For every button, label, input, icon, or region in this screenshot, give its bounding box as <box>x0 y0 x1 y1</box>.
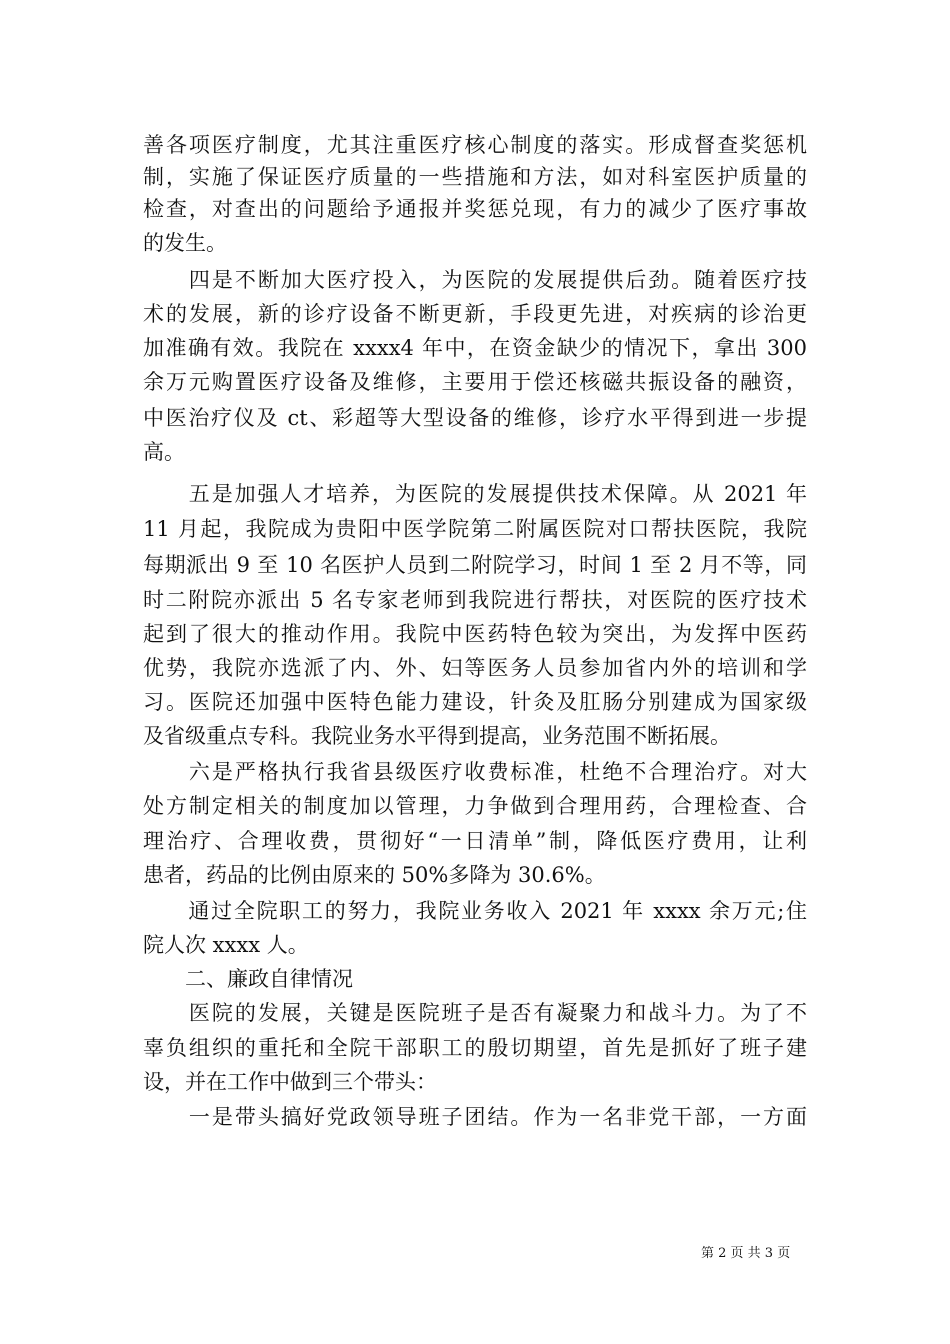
text-line: 通过全院职工的努力，我院业务收入 2021 年 xxxx 余万元;住 <box>143 899 807 923</box>
text-line: 辜负组织的重托和全院干部职工的殷切期望，首先是抓好了班子建 <box>143 1036 807 1060</box>
text-line: 医院的发展，关键是医院班子是否有凝聚力和战斗力。为了不 <box>143 1001 807 1025</box>
text-line: 的发生。 <box>143 231 227 255</box>
text-line: 设，并在工作中做到三个带头： <box>143 1070 437 1094</box>
text-line: 中医治疗仪及 ct、彩超等大型设备的维修，诊疗水平得到进一步提 <box>143 406 807 430</box>
text-line: 一是带头搞好党政领导班子团结。作为一名非党干部，一方面 <box>143 1105 807 1129</box>
text-line: 患者，药品的比例由原来的 50%多降为 30.6%。 <box>143 863 606 887</box>
text-line: 院人次 xxxx 人。 <box>143 933 309 957</box>
text-line: 善各项医疗制度，尤其注重医疗核心制度的落实。形成督查奖惩机 <box>143 133 807 157</box>
text-line: 起到了很大的推动作用。我院中医药特色较为突出，为发挥中医药 <box>143 622 807 646</box>
text-line: 加准确有效。我院在 xxxx4 年中，在资金缺少的情况下，拿出 300 <box>143 336 807 360</box>
text-line: 及省级重点专科。我院业务水平得到提高，业务范围不断拓展。 <box>143 724 731 748</box>
page-number: 第 2 页 共 3 页 <box>701 1246 791 1261</box>
text-line: 检查，对查出的问题给予通报并奖惩兑现，有力的减少了医疗事故 <box>143 197 807 221</box>
text-line: 四是不断加大医疗投入，为医院的发展提供后劲。随着医疗技 <box>143 268 807 292</box>
text-line: 习。医院还加强中医特色能力建设，针灸及肛肠分别建成为国家级 <box>143 690 807 714</box>
text-line: 11 月起，我院成为贵阳中医学院第二附属医院对口帮扶医院，我院 <box>143 517 807 541</box>
text-line: 时二附院亦派出 5 名专家老师到我院进行帮扶，对医院的医疗技术 <box>143 588 807 612</box>
text-line: 每期派出 9 至 10 名医护人员到二附院学习，时间 1 至 2 月不等，同 <box>143 553 807 577</box>
text-line: 六是严格执行我省县级医疗收费标准，杜绝不合理治疗。对大 <box>143 760 807 784</box>
text-line: 制，实施了保证医疗质量的一些措施和方法，如对科室医护质量的 <box>143 165 807 189</box>
text-line: 余万元购置医疗设备及维修，主要用于偿还核磁共振设备的融资， <box>143 370 807 394</box>
text-line: 理治疗、合理收费，贯彻好“一日清单”制，降低医疗费用，让利 <box>143 829 807 853</box>
text-line: 术的发展，新的诊疗设备不断更新，手段更先进，对疾病的诊治更 <box>143 302 807 326</box>
text-line: 高。 <box>143 440 185 464</box>
text-line: 优势，我院亦选派了内、外、妇等医务人员参加省内外的培训和学 <box>143 656 807 680</box>
section-heading: 二、廉政自律情况 <box>143 967 353 991</box>
text-line: 处方制定相关的制度加以管理，力争做到合理用药，合理检查、合 <box>143 794 807 818</box>
text-line: 五是加强人才培养，为医院的发展提供技术保障。从 2021 年 <box>143 482 807 506</box>
